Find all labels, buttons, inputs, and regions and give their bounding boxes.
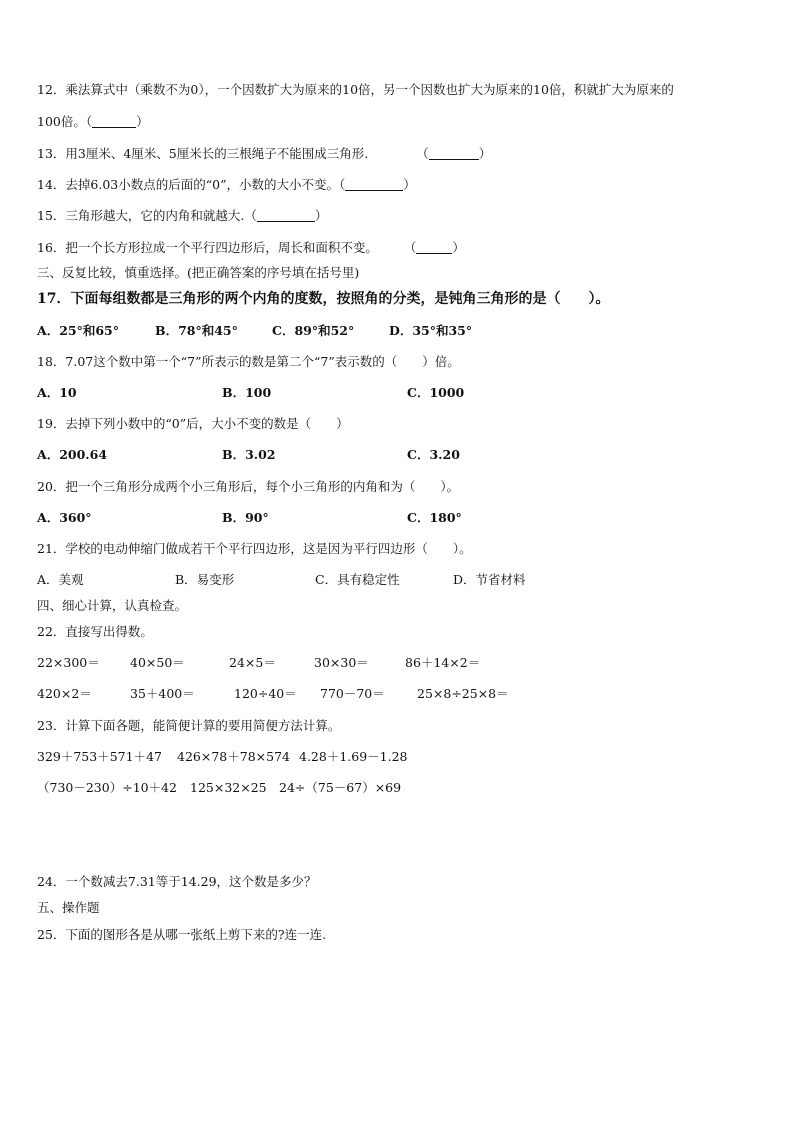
q13-answer-blank[interactable] [429,147,479,160]
q13-text: 13．用3厘米、4厘米、5厘米长的三根绳子不能围成三角形. [37,146,369,161]
q17-option-a[interactable]: A．25°和65° [37,323,119,338]
q17-option-b[interactable]: B．78°和45° [155,323,238,338]
q23-item: 4.28＋1.69－1.28 [299,749,408,764]
q18-option-b[interactable]: B．100 [222,385,272,400]
section3-heading: 三、反复比较，慎重选择。(把正确答案的序号填在括号里) [37,265,360,280]
q20-option-a[interactable]: A．360° [37,510,92,525]
q16-open: （ [403,240,417,255]
q12-line2-text: 100倍。（ [37,114,93,129]
q14-line [37,177,416,193]
q21-option-a[interactable]: A．美观 [37,572,84,587]
q15-close: ） [314,208,328,223]
q19-option-a[interactable]: A．200.64 [37,447,108,462]
q23-item: 426×78＋78×574 [177,749,290,764]
q20-option-b[interactable]: B．90° [222,510,269,525]
q14-answer-blank[interactable] [345,178,403,191]
q19-option-b[interactable]: B．3.02 [222,447,276,462]
q16-answer-blank[interactable] [416,241,452,254]
q23-item: （730－230）÷10＋42 [37,780,178,795]
q22-item: 40×50＝ [130,655,185,670]
q23-item: 329＋753＋571＋47 [37,749,162,764]
q15-line [37,208,327,224]
q22-item: 420×2＝ [37,686,92,701]
q18-stem: 18．7.07这个数中第一个“7”所表示的数是第二个“7”表示数的（ ）倍。 [37,354,460,369]
q25-stem: 25．下面的图形各是从哪一张纸上剪下来的?连一连. [37,927,327,942]
q22-item: 35＋400＝ [130,686,195,701]
q20-option-c[interactable]: C．180° [407,510,462,525]
q22-item: 86＋14×2＝ [405,655,481,670]
q23-stem: 23．计算下面各题，能简便计算的要用简便方法计算。 [37,718,341,733]
q16-text: 16．把一个长方形拉成一个平行四边形后，周长和面积不变。 [37,240,378,255]
q12-line2-close: ） [136,114,149,129]
q12-answer-blank[interactable] [92,115,136,128]
q21-option-d[interactable]: D．节省材料 [453,572,526,587]
q22-item: 770－70＝ [320,686,385,701]
q21-option-c[interactable]: C．具有稳定性 [315,572,400,587]
q17-option-d[interactable]: D．35°和35° [389,323,473,338]
q23-item: 24÷（75－67）×69 [279,780,402,795]
q12-line2 [37,114,149,130]
q23-item: 125×32×25 [190,780,267,795]
q22-item: 120÷40＝ [234,686,297,701]
q24-stem: 24．一个数减去7.31等于14.29，这个数是多少？ [37,874,317,889]
q20-stem: 20．把一个三角形分成两个小三角形后，每个小三角形的内角和为（ ）。 [37,479,460,494]
q19-option-c[interactable]: C．3.20 [407,447,460,462]
q16-line [37,240,465,256]
section4-heading: 四、细心计算，认真检查。 [37,598,188,613]
q17-option-c[interactable]: C．89°和52° [272,323,355,338]
q15-answer-blank[interactable] [257,209,315,222]
q15-text: 15．三角形越大，它的内角和就越大.（ [37,208,257,223]
q22-item: 25×8÷25×8＝ [417,686,509,701]
q13-open: （ [416,146,429,161]
q21-stem: 21．学校的电动伸缩门做成若干个平行四边形，这是因为平行四边形（ ）。 [37,541,472,556]
q22-item: 30×30＝ [314,655,369,670]
q19-stem: 19．去掉下列小数中的“0”后，大小不变的数是（ ） [37,416,349,431]
q16-close: ） [452,240,465,255]
q13-close: ） [478,146,492,161]
q14-text: 14．去掉6.03小数点的后面的“0”，小数的大小不变。（ [37,177,346,192]
q13-line [37,146,491,162]
q22-item: 24×5＝ [229,655,276,670]
q12-line1: 12．乘法算式中（乘数不为0），一个因数扩大为原来的10倍，另一个因数也扩大为原来的10倍，积就扩大为原来的 [37,82,674,97]
q14-close: ） [403,177,416,192]
q18-option-c[interactable]: C．1000 [407,385,465,400]
q18-option-a[interactable]: A．10 [37,385,77,400]
q21-option-b[interactable]: B．易变形 [175,572,235,587]
q17-stem: 17．下面每组数都是三角形的两个内角的度数，按照角的分类，是钝角三角形的是（ ）。 [37,291,610,307]
q22-stem: 22．直接写出得数。 [37,624,153,639]
section5-heading: 五、操作题 [37,900,100,915]
q22-item: 22×300＝ [37,655,100,670]
